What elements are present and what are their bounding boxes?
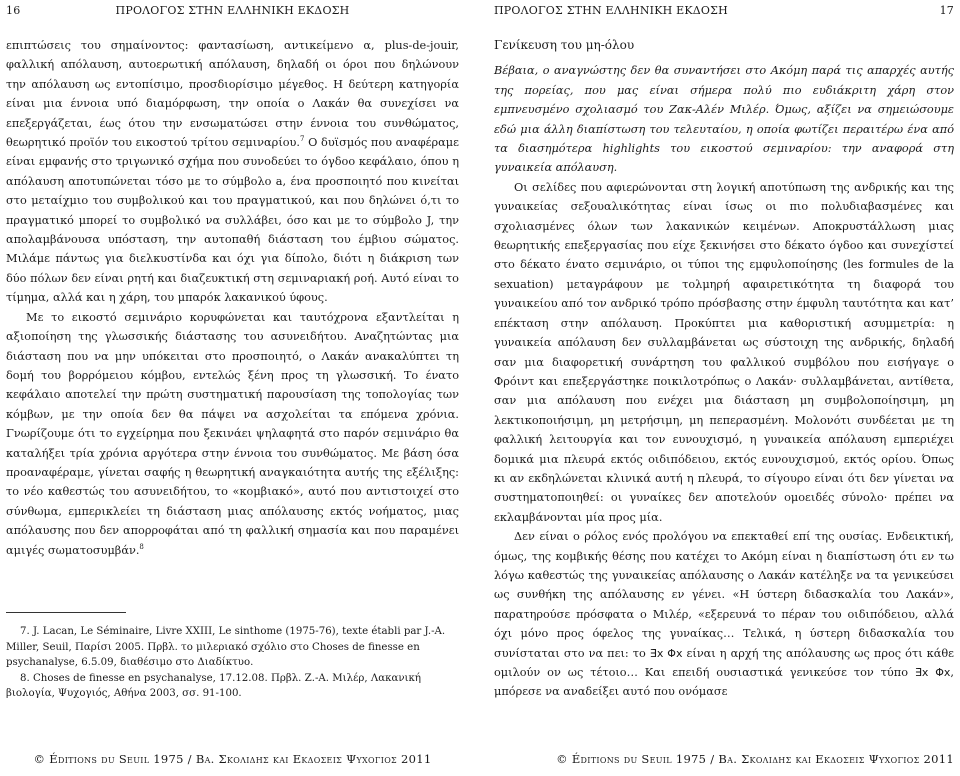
footnote-ref-7[interactable]: 7	[300, 135, 305, 144]
left-page-footer: © Éditions du Seuil 1975 / Βα. Σκολιδης και Εκδοσεις Ψυχογιος 2011	[33, 752, 432, 766]
right-running-head: ΠΡΟΛΟΓΟΣ ΣΤΗΝ ΕΛΛΗΝΙΚΗ ΕΚΔΟΣΗ	[494, 4, 728, 17]
footnote-7: 7. J. Lacan, Le Séminaire, Livre XXIII, Le sinthome (1975-76), texte établi par J.-A. Miller, Seuil, Παρίσι 2005. Πρβλ. το μιλεριακό σχόλιο στο Choses de finesse en psychanalyse, 6.5.09, διαθέσιμο στο Διαδίκτυο.	[6, 626, 446, 669]
right-paragraph-3-text-c: , μπόρεσε να αναδείξει αυτό που ονόμασε	[494, 666, 954, 699]
right-page-number: 17	[939, 4, 954, 17]
right-page-body	[494, 36, 954, 702]
footnote-divider	[6, 612, 126, 613]
left-paragraph-1	[6, 36, 459, 308]
left-paragraph-1-text: επιπτώσεις του σημαίνοντος: φαντασίωση, αντικείμενο α, plus-de-jouir, φαλλική απόλαυση, αυτοερωτική απόλαυση, δηλαδή οι όροι που δηλώνουν την απόλαυση ως εντοπίσιμο, προσδιορίσιμο μέγεθος. Η δεύτερη κατηγορία είναι μια έννοια υπό διαμόρφωση, την οποία ο Λακάν θα συνεχίσει να επεξεργάζεται, έως ότου την ενσωματώσει στην έννοια του συνθώματος, θεωρητικό προϊόν του εικοστού τρίτου σεμιναρίου.	[6, 39, 459, 150]
footnotes	[6, 624, 459, 702]
right-paragraph-3	[494, 527, 954, 702]
right-paragraph-2: Οι σελίδες που αφιερώνονται στη λογική αποτύπωση της ανδρικής και της γυναικείας σεξουαλικότητας είναι ίσως οι πιο πολυδιαβασμένες και σχολιασμένες όλων των λακανικών κειμένων. Αποκρυστάλλωση μιας θεωρητικής επεξεργασίας που είχε ξεκινήσει στο δέκατο όγδοο και συνεχίστεί στο δέκατο ένατο σεμινάριο, οι τύποι της εμφυλοποίησης (les formules de la sexuation) μεταγράφουν με τολμηρή αφαιρετικότητα τη διαφορά του γυναικείου από τον ανδρικό τρόπο πρόσβασης στην έμφυλη ταυτότητα και κατ’ επέκταση στην απόλαυση. Προκύπτει μια καθοριστική ασυμμετρία: η γυναικεία απόλαυση δεν συλλαμβάνεται ως σύστοιχη της ανδρικής, δηλαδή σαν μια διαφορετική συνάρτηση του φαλλικού συμβόλου που εισήγαγε ο Φρόιντ και επεξεργάστηκε ποικιλοτρόπως ο Λακάν· συλλαμβάνεται, αντίθετα, σαν μια απόλαυση που ενέχει μια διάσταση μη συμβολοποίησιμη, μη λεκτικοποιήσιμη, μη μετρήσιμη, μη πεπερασμένη. Μολονότι συνδέεται με τη φαλλική λειτουργία και τον ευνουχισμό, η γυναικεία απόλαυση εμπεριέχει δομικά μια πλευρά εκτός οιδιπόδειου, εκτός ευνουχισμού, εκτός ορίου. Όπως κι αν εκδηλώνεται κλινικά αυτή η πλευρά, το σίγουρο είναι ότι δεν γίνεται να συστηματοποιηθεί: οι γυναίκες δεν αποτελούν ομοειδές σύνολο· πρέπει να εκλαμβάνονται μία προς μία.	[494, 180, 954, 524]
formula-symbol-2: ∃̄x Φx	[914, 666, 951, 679]
left-paragraph-1b-text: Ο δυϊσμός που αναφέραμε είναι εμφανής στο τριγωνικό σχήμα που συνοδεύει το όγδοο κεφάλαιο, όπου η απόλαυση αποτυπώνεται τόσο με το σύμβολο a, ένα προσποιητό που κινείται στο μεταίχμιο του συμβολικού και του πραγματικού, και που δηλώνει ό,τι το πραγματικό μπορεί το συμβολικό να συλλάβει, όσο και με το σύμβολο J, την απολαμβάνουσα υπόσταση, την αυτοπαθή διάσταση του έμβιου σώματος. Μιλάμε πάντως για διελκυστίνδα και όχι για δίπολο, διότι η διάκριση των δύο πόλων δεν είναι ρητή και διαζευκτική στη σεμιναριακή ροή. Αυτό είναι το τίμημα, αλλά και η χάρη, του μπαρόκ λακανικού ύφους.	[6, 136, 459, 305]
formula-symbol: ∃̄x Φx	[649, 646, 683, 660]
footnote-8: 8. Choses de finesse en psychanalyse, 17.12.08. Πρβλ. Ζ.-Α. Μιλέρ, Λακανική βιολογία, Ψυχογιός, Αθήνα 2003, σσ. 91-100.	[6, 672, 422, 700]
right-page-header	[494, 4, 954, 20]
right-paragraph-3-text-a: Δεν είναι ο ρόλος ενός προλόγου να επεκταθεί επί της ουσίας. Ενδεικτική, όμως, της κομβικής θέσης που κατέχει το Ακόμη είναι η διαπίστωση ότι εν τω λόγω καθεστώς της γυναικείας απόλαυσης ο Λακάν κατέληξε να τα γενικεύσει ως συνθήκη της απόλαυσης εν γένει. «Η ύστερη διδασκαλία του Λακάν», παρατηρούσε πρόσφατα ο Μιλέρ, «εξερευνά το πέραν του οιδιπόδειου, αλλά όχι μόνο προς όφελος της γυναίκας… Τελικά, η ύστερη διδασκαλία του συνίσταται στο να πει: το	[494, 530, 954, 660]
left-running-head: ΠΡΟΛΟΓΟΣ ΣΤΗΝ ΕΛΛΗΝΙΚΗ ΕΚΔΟΣΗ	[115, 4, 350, 17]
section-title: Γενίκευση του μη-όλου	[494, 38, 635, 52]
footnote-ref-8[interactable]: 8	[139, 542, 144, 551]
left-page-header	[6, 4, 459, 20]
left-page	[0, 0, 465, 776]
right-page	[488, 0, 960, 776]
left-paragraph-2-text: Με το εικοστό σεμινάριο κορυφώνεται και ταυτόχρονα εξαντλείται η αξιοποίηση της γλωσσικής διάστασης του ασυνειδήτου. Αναζητώντας μια διάσταση που να μην υπόκειται στο προσποιητό, ο Λακάν ανακαλύπτει τη δομή του βορρόμειου κόμβου, εντελώς ξένη προς τη γλωσσική. Το ένατο κεφάλαιο αποτελεί την πρώτη συστηματική παρουσίαση της τοπολογίας των κόμβων, με την οποία δεν θα πάψει να ασχολείται τα επόμενα χρόνια. Γνωρίζουμε ότι το εγχείρημα που ξεκινάει ψηλαφητά στο παρόν σεμινάριο θα καταλήξει τρία χρόνια αργότερα στην έννοια του συνθώματος. Με βάση όσα προαναφέραμε, γίνεται σαφής η θεωρητική αναγκαιότητα αυτής της εξέλιξης: το νέο καθεστώς του ασυνειδήτου, το «κομβιακό», αυτό που αντιστοιχεί στο σύνθωμα, εμπερικλείει τη διάσταση μιας απόλαυσης εκτός νοήματος, μιας απόλαυσης που δεν απορροφάται από τη φαλλική σημασία και που παραμένει αμιγές σωματοσυμβάν.	[6, 310, 459, 557]
right-paragraph-3-text-b: είναι η αρχή της απόλαυσης ως προς ότι κάθε ομιλούν ον ως τέτοιο… Και επειδή ουσιαστικά γενικεύσε τον τύπο	[494, 646, 955, 679]
right-page-footer: © Éditions du Seuil 1975 / Βα. Σκολιδης και Εκδοσεις Ψυχογιος 2011	[556, 752, 954, 766]
left-page-number: 16	[6, 4, 21, 17]
left-paragraph-2	[6, 308, 459, 560]
right-paragraph-1: Βέβαια, ο αναγνώστης δεν θα συναντήσει στο Ακόμη παρά τις απαρχές αυτής της πορείας, που μας είναι σήμερα πολύ πιο ευδιάκριτη χάρη στον εμπνευσμένο σχολιασμό του Ζακ-Αλέν Μιλέρ. Όμως, αξίζει να σημειώσουμε εδώ μια άλλη διαπίστωση του τελευταίου, η οποία φωτίζει περαιτέρω ένα από τα διασημότερα highlights του εικοστού σεμιναρίου: την αναφορά στη γυναικεία απόλαυση.	[494, 64, 954, 175]
left-page-body	[6, 36, 459, 560]
